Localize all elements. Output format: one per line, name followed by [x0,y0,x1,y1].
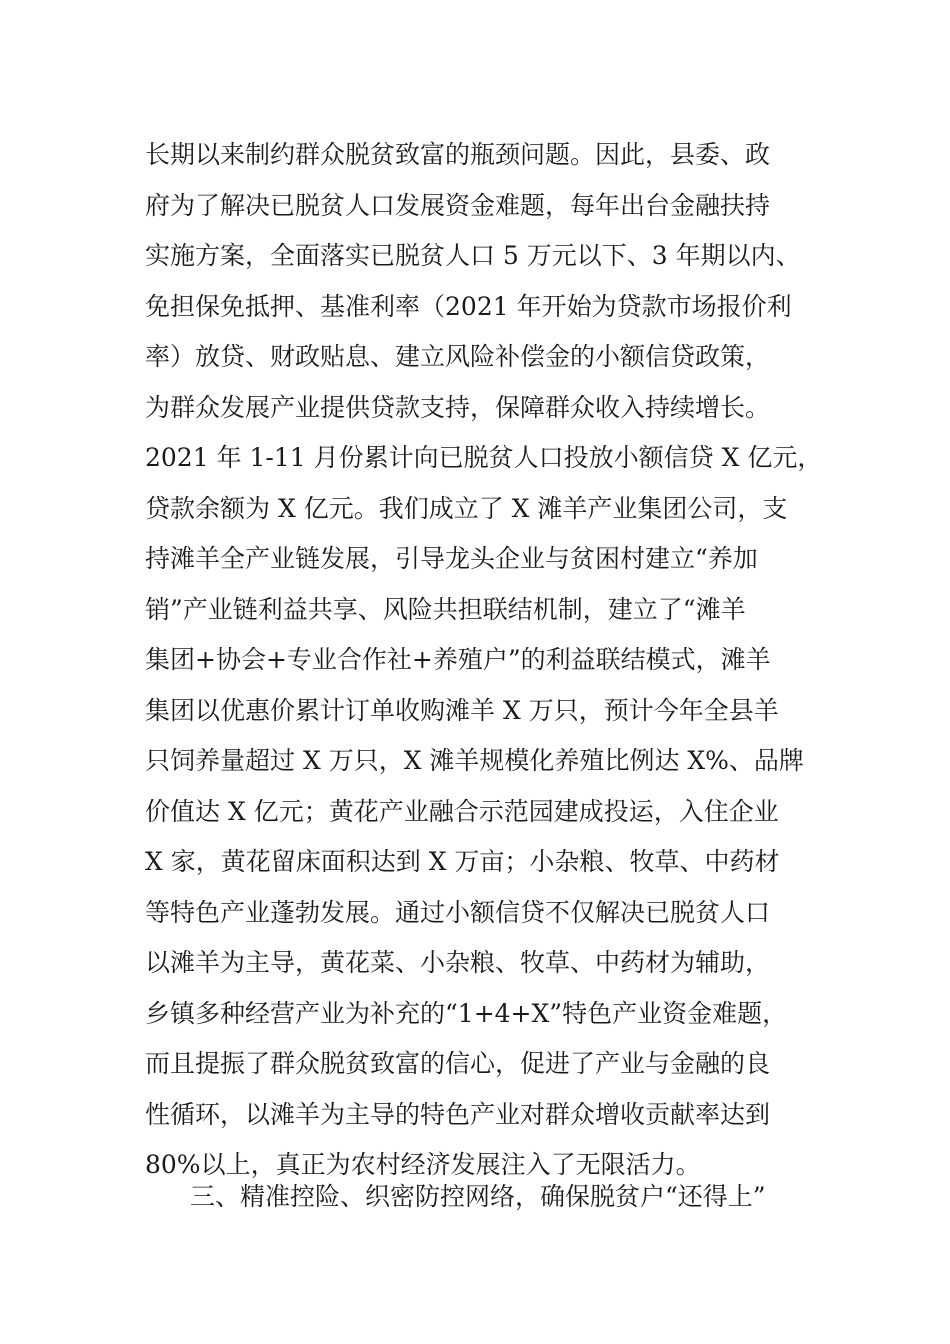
paragraph-line: 以滩羊为主导，黄花菜、小杂粮、牧草、中药材为辅助， [145,948,771,977]
body-paragraph [145,130,825,1191]
paragraph-line: 长期以来制约群众脱贫致富的瓶颈问题。因此，县委、政 [145,140,771,169]
paragraph-line: 乡镇多种经营产业为补充的“1+4+X”特色产业资金难题， [145,998,788,1028]
section-heading: 三、精准控险、织密防控网络，确保脱贫户“还得上” [190,1182,766,1211]
paragraph-line: 贷款余额为 X 亿元。我们成立了 X 滩羊产业集团公司，支 [145,493,788,523]
paragraph-line: 持滩羊全产业链发展，引导龙头企业与贫困村建立“养加 [145,544,758,573]
paragraph-line: 实施方案，全面落实已脱贫人口 5 万元以下、3 年期以内、 [145,241,801,270]
paragraph-line: 等特色产业蓬勃发展。通过小额信贷不仅解决已脱贫人口 [145,897,771,927]
paragraph-line: 只饲养量超过 X 万只，X 滩羊规模化养殖比例达 X%、品牌 [145,746,804,775]
paragraph-line: 2021 年 1-11 月份累计向已脱贫人口投放小额信贷 X 亿元， [145,443,823,472]
paragraph-line: 而且提振了群众脱贫致富的信心，促进了产业与金融的良 [145,1049,771,1078]
paragraph-line: 免担保免抵押、基准利率（2021 年开始为贷款市场报价利 [145,291,792,321]
paragraph-line: 集团+协会+专业合作社+养殖户”的利益联结模式，滩羊 [145,645,771,674]
paragraph-line: 80%以上，真正为农村经济发展注入了无限活力。 [145,1150,701,1179]
paragraph-line: 府为了解决已脱贫人口发展资金难题，每年出台金融扶持 [145,190,771,220]
paragraph-line: 性循环，以滩羊为主导的特色产业对群众增收贡献率达到 [145,1099,771,1129]
paragraph-line: X 家，黄花留床面积达到 X 万亩；小杂粮、牧草、中药材 [145,847,780,876]
paragraph-line: 集团以优惠价累计订单收购滩羊 X 万只，预计今年全县羊 [145,695,779,725]
paragraph-line: 销”产业链利益共享、风险共担联结机制，建立了“滩羊 [145,594,746,624]
paragraph-line: 为群众发展产业提供贷款支持，保障群众收入持续增长。 [145,392,771,422]
paragraph-line: 率）放贷、财政贴息、建立风险补偿金的小额信贷政策， [145,342,771,371]
paragraph-line: 价值达 X 亿元；黄花产业融合示范园建成投运，入住企业 [145,796,779,826]
